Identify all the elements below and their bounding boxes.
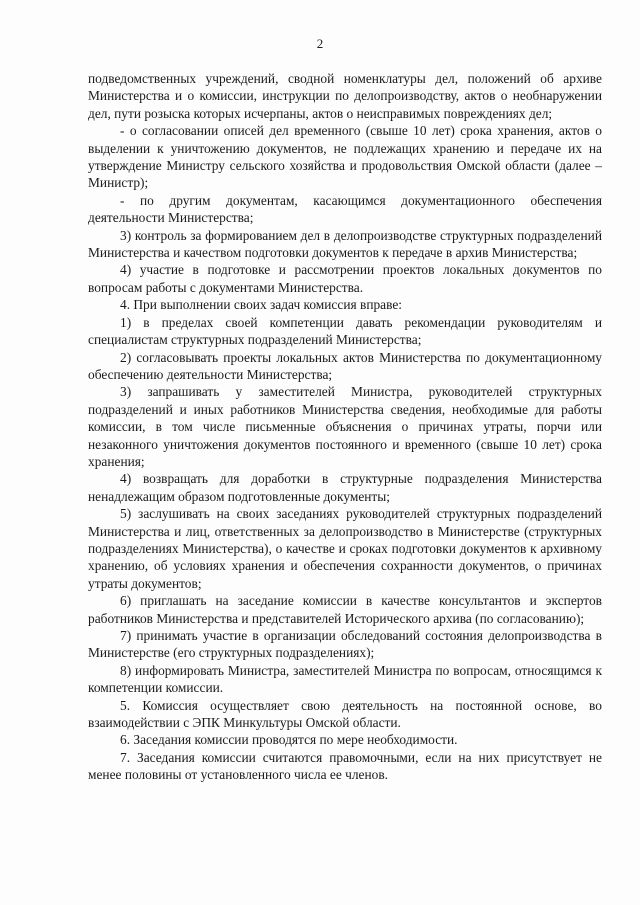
paragraph: 2) согласовывать проекты локальных актов Министерства по документационному обеспечению деятельности Министерства; [88,349,602,382]
paragraph: 7. Заседания комиссии считаются правомочными, если на них присутствует не менее половины от установленного числа ее членов. [88,749,602,783]
paragraph: 4. При выполнении своих задач комиссия вправе: [120,297,403,313]
document-body [88,70,602,784]
paragraph: 3) запрашивать у заместителей Министра, руководителей структурных подразделений и иных работников Министерства сведения, необходимые для работы комиссии, в том числе письменные объяснения о причинах утраты, порчи или незаконного уничтожения документов постоянного и временного (свыше 10 лет) срока хранения; [88,384,602,469]
paragraph: 5. Комиссия осуществляет свою деятельность на постоянной основе, во взаимодействии с ЭПК Минкультуры Омской области. [88,697,602,731]
paragraph: 6. Заседания комиссии проводятся по мере необходимости. [120,732,458,748]
paragraph: 8) информировать Министра, заместителей Министра по вопросам, относящимся к компетенции комиссии. [88,662,602,696]
paragraph: 4) возвращать для доработки в структурные подразделения Министерства ненадлежащим образом подготовленные документы; [88,471,602,504]
paragraph: 4) участие в подготовке и рассмотрении проектов локальных документов по вопросам работы с документами Министерства. [88,262,602,295]
paragraph: 5) заслушивать на своих заседаниях руководителей структурных подразделений Министерства и лиц, ответственных за делопроизводство в Министерстве (структурных подразделениях Министерства), о качестве и сроках подготовки документов к архивному хранению, об условиях хранения и обеспечения сохранности документов, о причинах утраты документов; [88,506,602,591]
paragraph: подведомственных учреждений, сводной номенклатуры дел, положений об архиве Министерства и о комиссии, инструкции по делопроизводству, актов о необнаружении дел, пути розыска которых исчерпаны, актов о неисправимых повреждениях дел; [88,71,602,121]
paragraph: 7) принимать участие в организации обследований состояния делопроизводства в Министерстве (его структурных подразделениях); [88,628,602,661]
paragraph: 3) контроль за формированием дел в делопроизводстве структурных подразделений Министерства и качеством подготовки документов к передаче в архив Министерства; [88,227,602,261]
paragraph: 6) приглашать на заседание комиссии в качестве консультантов и экспертов работников Министерства и представителей Исторического архива (по согласованию); [88,593,602,626]
paragraph: - о согласовании описей дел временного (свыше 10 лет) срока хранения, актов о выделении к уничтожению документов, не подлежащих хранению и передаче их на утверждение Министру сельского хозяйства и продовольствия Омской области (далее – Министр); [88,123,602,191]
page-number: 2 [316,36,324,51]
paragraph: - по другим документам, касающимся документационного обеспечения деятельности Министерства; [88,192,602,226]
paragraph: 1) в пределах своей компетенции давать рекомендации руководителям и специалистам структурных подразделений Министерства; [88,314,602,348]
